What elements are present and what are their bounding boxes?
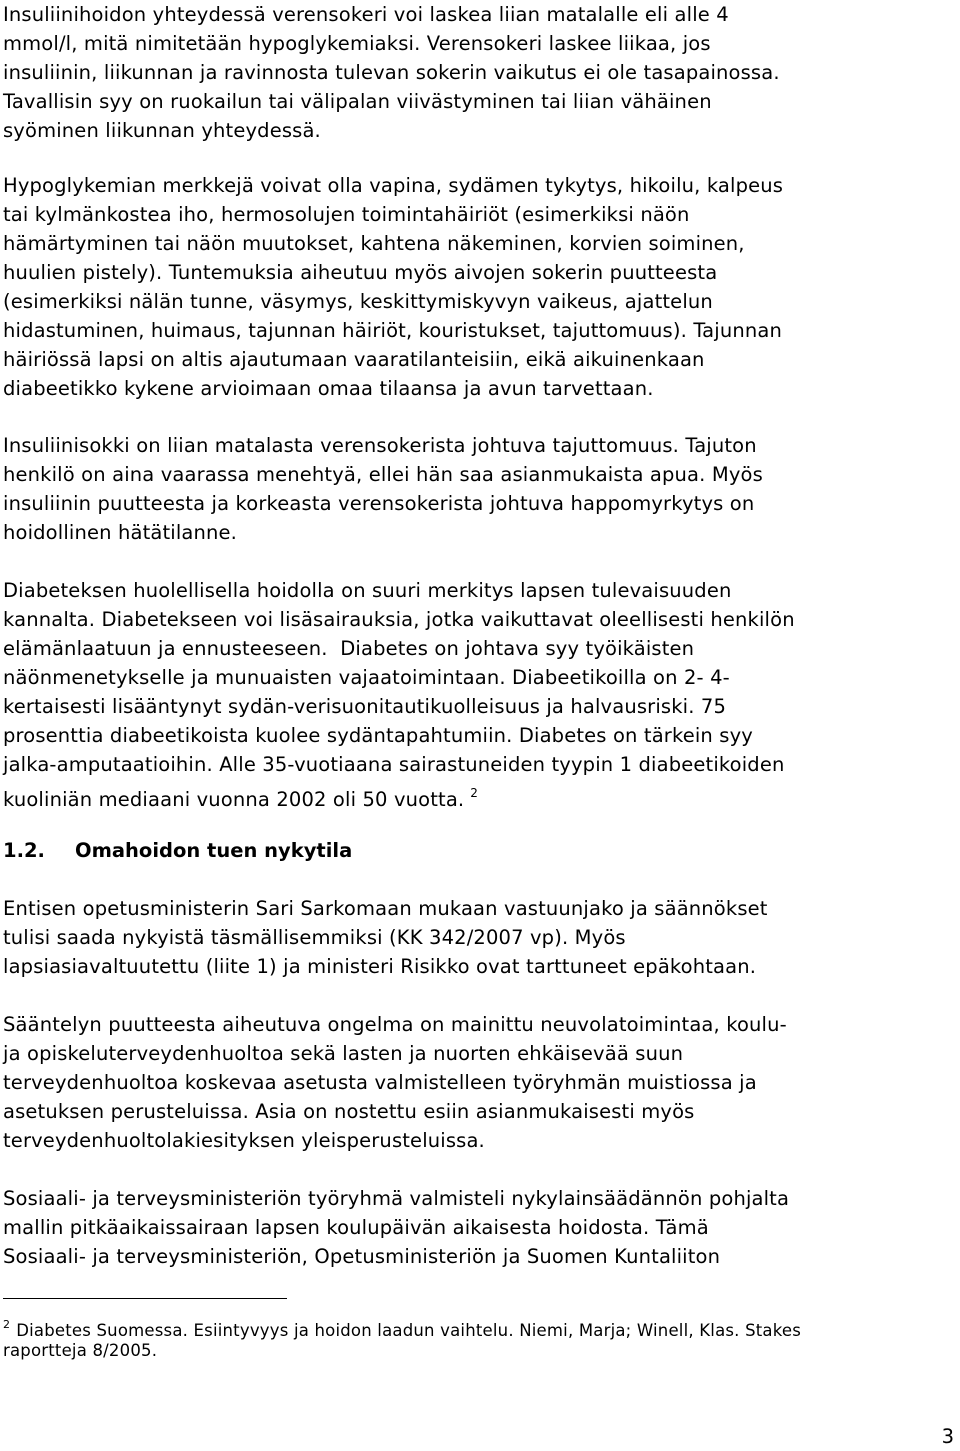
- footnote-reference[interactable]: 2: [470, 786, 479, 800]
- text-line: häiriössä lapsi on altis ajautumaan vaaratilanteisiin, eikä aikuinenkaan: [3, 348, 705, 371]
- footnote-line: raportteja 8/2005.: [3, 1341, 158, 1360]
- text-line: insuliinin, liikunnan ja ravinnosta tulevan sokerin vaikutus ei ole tasapainossa.: [3, 61, 780, 84]
- text-line: diabeetikko kykene arvioimaan omaa tilaansa ja avun tarvettaan.: [3, 377, 654, 400]
- text-line: hidastuminen, huimaus, tajunnan häiriöt, kouristukset, tajuttomuus). Tajunnan: [3, 319, 782, 342]
- footnote-text: Diabetes Suomessa. Esiintyvyys ja hoidon laadun vaihtelu. Niemi, Marja; Winell, Klas. Stakes: [16, 1321, 802, 1340]
- text-line: ja opiskeluterveydenhuoltoa sekä lasten ja nuorten ehkäisevää suun: [3, 1042, 684, 1065]
- text-segment: kuoliniän mediaani vuonna 2002 oli 50 vuotta.: [3, 788, 465, 811]
- text-line: kannalta. Diabetekseen voi lisäsairauksia, jotka vaikuttavat oleellisesti henkilön: [3, 608, 795, 631]
- text-line: syöminen liikunnan yhteydessä.: [3, 119, 321, 142]
- text-line: hämärtyminen tai näön muutokset, kahtena näkeminen, korvien soiminen,: [3, 232, 745, 255]
- section-title: Omahoidon tuen nykytila: [75, 839, 353, 862]
- text-line: asetuksen perusteluissa. Asia on nostettu esiin asianmukaisesti myös: [3, 1100, 695, 1123]
- page-number: 3: [941, 1425, 954, 1448]
- text-line-with-footnote: [3, 779, 478, 814]
- footnote-separator: [3, 1298, 287, 1299]
- text-line: näönmenetykselle ja munuaisten vajaatoimintaan. Diabeetikoilla on 2- 4-: [3, 666, 730, 689]
- text-line: mallin pitkäaikaissairaan lapsen koulupäivän aikaisesta hoidosta. Tämä: [3, 1216, 709, 1239]
- section-heading: [3, 836, 352, 865]
- text-line: terveydenhuoltolakiesityksen yleisperusteluissa.: [3, 1129, 485, 1152]
- text-line: Insuliinisokki on liian matalasta verensokerista johtuva tajuttomuus. Tajuton: [3, 434, 757, 457]
- section-number: 1.2.: [3, 839, 45, 862]
- text-line: kertaisesti lisääntynyt sydän-verisuonitautikuolleisuus ja halvausriski. 75: [3, 695, 727, 718]
- text-line: terveydenhuoltoa koskevaa asetusta valmistelleen työryhmän muistiossa ja: [3, 1071, 757, 1094]
- text-line: tulisi saada nykyistä täsmällisemmiksi (KK 342/2007 vp). Myös: [3, 926, 626, 949]
- text-line: Entisen opetusministerin Sari Sarkomaan mukaan vastuunjako ja säännökset: [3, 897, 768, 920]
- text-line: Hypoglykemian merkkejä voivat olla vapina, sydämen tykytys, hikoilu, kalpeus: [3, 174, 784, 197]
- text-line: Tavallisin syy on ruokailun tai välipalan viivästyminen tai liian vähäinen: [3, 90, 712, 113]
- text-line: Insuliinihoidon yhteydessä verensokeri voi laskea liian matalalle eli alle 4: [3, 3, 729, 26]
- text-line: jalka-amputaatioihin. Alle 35-vuotiaana sairastuneiden tyypin 1 diabeetikoiden: [3, 753, 785, 776]
- text-line: elämänlaatuun ja ennusteeseen. Diabetes on johtava syy työikäisten: [3, 637, 695, 660]
- text-line: (esimerkiksi nälän tunne, väsymys, keskittymiskyvyn vaikeus, ajattelun: [3, 290, 713, 313]
- text-line: lapsiasiavaltuutettu (liite 1) ja ministeri Risikko ovat tarttuneet epäkohtaan.: [3, 955, 757, 978]
- text-line: prosenttia diabeetikoista kuolee sydäntapahtumiin. Diabetes on tärkein syy: [3, 724, 753, 747]
- text-line: Sosiaali- ja terveysministeriön, Opetusministeriön ja Suomen Kuntaliiton: [3, 1245, 721, 1268]
- text-line: insuliinin puutteesta ja korkeasta verensokerista johtuva happomyrkytys on: [3, 492, 755, 515]
- text-line: Sosiaali- ja terveysministeriön työryhmä valmisteli nykylainsäädännön pohjalta: [3, 1187, 790, 1210]
- text-line: tai kylmänkostea iho, hermosolujen toimintahäiriöt (esimerkiksi näön: [3, 203, 690, 226]
- text-line: Sääntelyn puutteesta aiheutuva ongelma on mainittu neuvolatoimintaa, koulu-: [3, 1013, 787, 1036]
- text-line: henkilö on aina vaarassa menehtyä, ellei hän saa asianmukaista apua. Myös: [3, 463, 763, 486]
- footnote-number: 2: [3, 1318, 11, 1331]
- text-line: mmol/l, mitä nimitetään hypoglykemiaksi. Verensokeri laskee liikaa, jos: [3, 32, 711, 55]
- text-line: Diabeteksen huolellisella hoidolla on suuri merkitys lapsen tulevaisuuden: [3, 579, 732, 602]
- text-line: hoidollinen hätätilanne.: [3, 521, 238, 544]
- text-line: huulien pistely). Tuntemuksia aiheutuu myös aivojen sokerin puutteesta: [3, 261, 718, 284]
